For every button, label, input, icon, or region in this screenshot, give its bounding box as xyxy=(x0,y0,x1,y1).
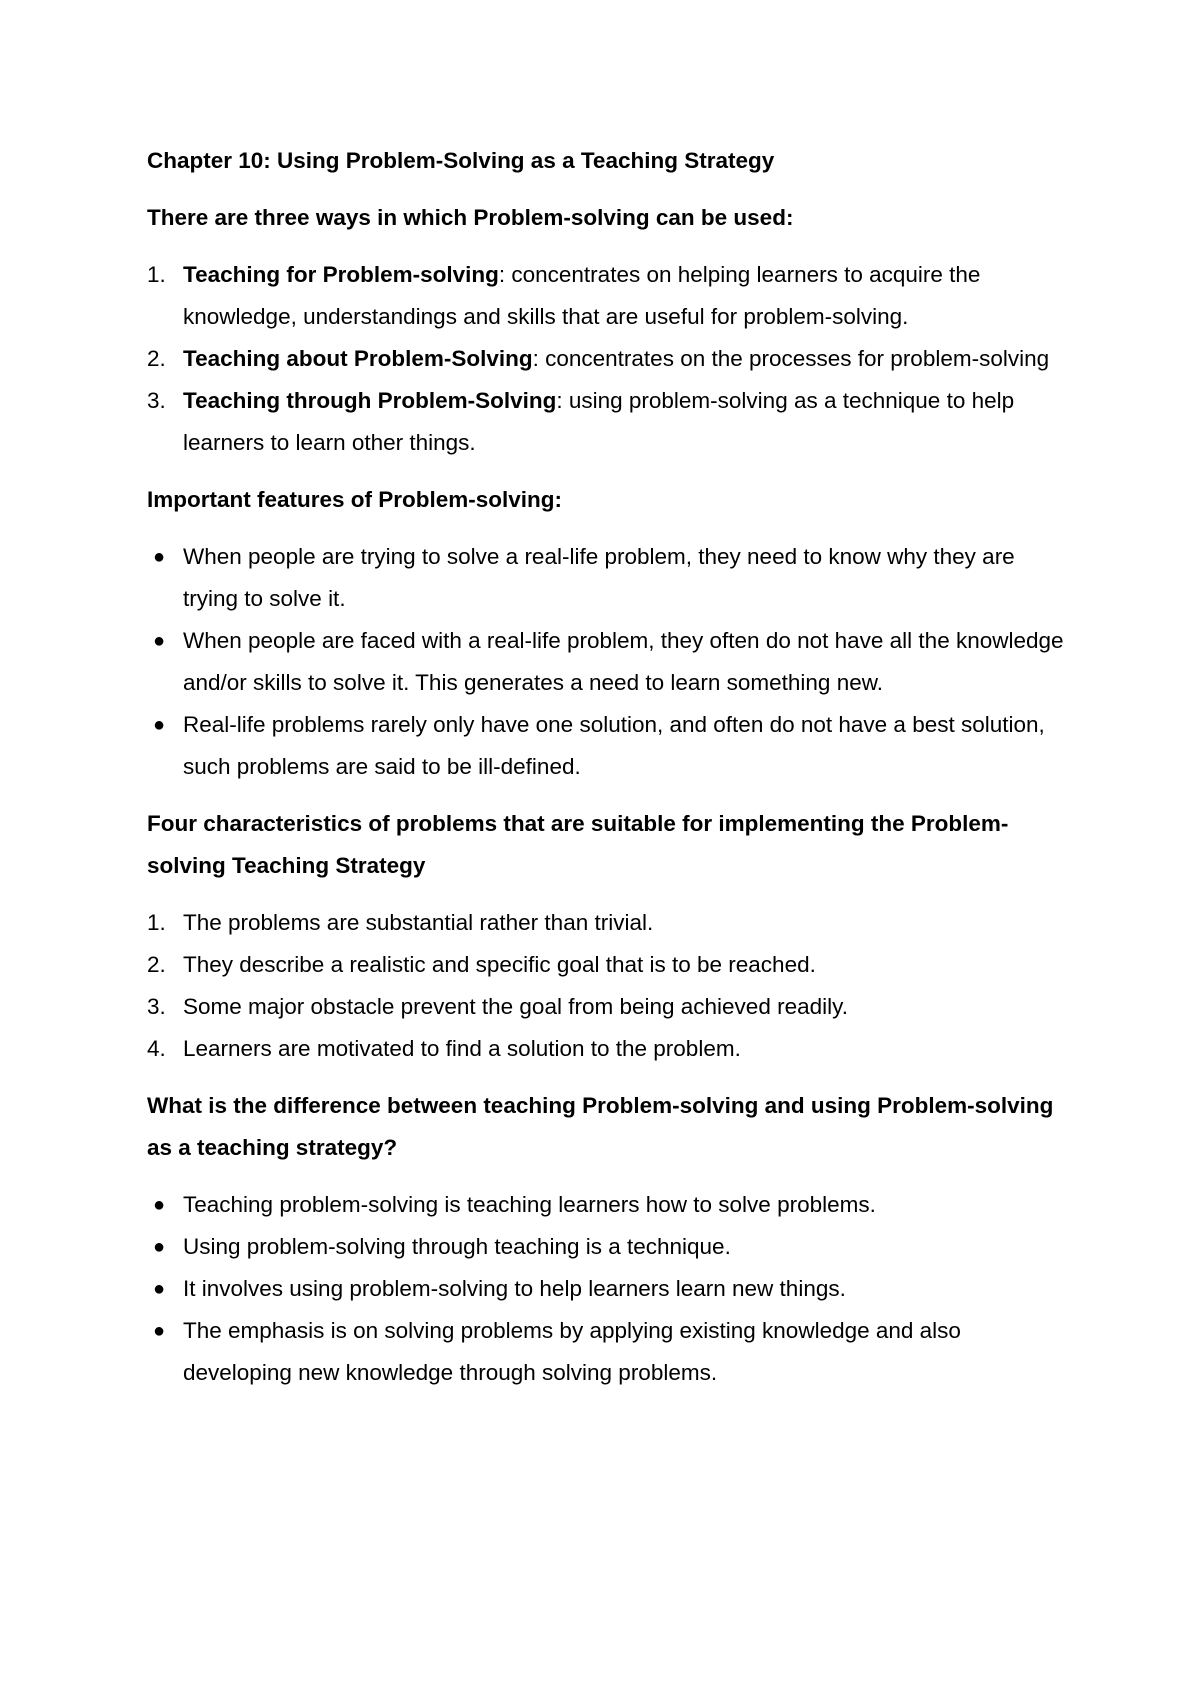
list-item-text: It involves using problem-solving to help learners learn new things. xyxy=(183,1276,846,1301)
term: Teaching about Problem-Solving xyxy=(183,346,533,371)
list-item-text: The emphasis is on solving problems by applying existing knowledge and also developing new knowledge through solving problems. xyxy=(183,1318,961,1385)
bullet-icon: ● xyxy=(153,1236,166,1258)
term-description: : using problem-solving as a technique to help learners to learn other things. xyxy=(183,388,1015,455)
characteristics-heading: Four characteristics of problems that are suitable for implementing the Problem-solving Teaching Strategy xyxy=(147,811,1009,878)
term-description: : concentrates on helping learners to acquire the knowledge, understandings and skills that are useful for problem-solving. xyxy=(183,262,981,329)
document-page xyxy=(147,140,1067,1394)
list-number: 3. xyxy=(147,388,166,413)
features-heading: Important features of Problem-solving: xyxy=(147,487,563,512)
list-item-text: The problems are substantial rather than trivial. xyxy=(183,910,654,935)
difference-heading: What is the difference between teaching Problem-solving and using Problem-solving as a teaching strategy? xyxy=(147,1093,1054,1160)
differences-list xyxy=(147,1184,1067,1394)
characteristics-list xyxy=(147,902,1067,1070)
features-list xyxy=(147,536,1067,788)
list-item-text: Learners are motivated to find a solution to the problem. xyxy=(183,1036,741,1061)
list-item xyxy=(147,536,1067,620)
list-item-text: Some major obstacle prevent the goal from being achieved readily. xyxy=(183,994,848,1019)
list-number: 1. xyxy=(147,910,166,935)
list-item xyxy=(147,338,1067,380)
list-item xyxy=(147,986,1067,1028)
bullet-icon: ● xyxy=(153,630,166,652)
list-item xyxy=(147,1028,1067,1070)
list-item-text: They describe a realistic and specific goal that is to be reached. xyxy=(183,952,816,977)
list-item xyxy=(147,254,1067,338)
list-item-text: Teaching problem-solving is teaching learners how to solve problems. xyxy=(183,1192,876,1217)
list-number: 3. xyxy=(147,994,166,1019)
term: Teaching through Problem-Solving xyxy=(183,388,557,413)
list-number: 2. xyxy=(147,952,166,977)
list-item xyxy=(147,1226,1067,1268)
list-item xyxy=(147,1268,1067,1310)
list-item-text: When people are trying to solve a real-life problem, they need to know why they are trying to solve it. xyxy=(183,544,1015,611)
list-item xyxy=(147,1310,1067,1394)
ways-list xyxy=(147,254,1067,464)
list-item xyxy=(147,1184,1067,1226)
list-item xyxy=(147,704,1067,788)
bullet-icon: ● xyxy=(153,546,166,568)
list-item xyxy=(147,620,1067,704)
bullet-icon: ● xyxy=(153,1194,166,1216)
list-item-text: When people are faced with a real-life problem, they often do not have all the knowledge and/or skills to solve it. This generates a need to learn something new. xyxy=(183,628,1064,695)
list-number: 2. xyxy=(147,346,166,371)
chapter-title: Chapter 10: Using Problem-Solving as a Teaching Strategy xyxy=(147,148,775,173)
bullet-icon: ● xyxy=(153,714,166,736)
bullet-icon: ● xyxy=(153,1320,166,1342)
list-item xyxy=(147,944,1067,986)
list-number: 4. xyxy=(147,1036,166,1061)
bullet-icon: ● xyxy=(153,1278,166,1300)
term: Teaching for Problem-solving xyxy=(183,262,499,287)
list-item xyxy=(147,380,1067,464)
list-item xyxy=(147,902,1067,944)
list-item-text: Real-life problems rarely only have one solution, and often do not have a best solution, such problems are said to be ill-defined. xyxy=(183,712,1045,779)
list-number: 1. xyxy=(147,262,166,287)
list-item-text: Using problem-solving through teaching is a technique. xyxy=(183,1234,731,1259)
ways-heading: There are three ways in which Problem-solving can be used: xyxy=(147,205,794,230)
term-description: : concentrates on the processes for problem-solving xyxy=(532,346,1050,371)
